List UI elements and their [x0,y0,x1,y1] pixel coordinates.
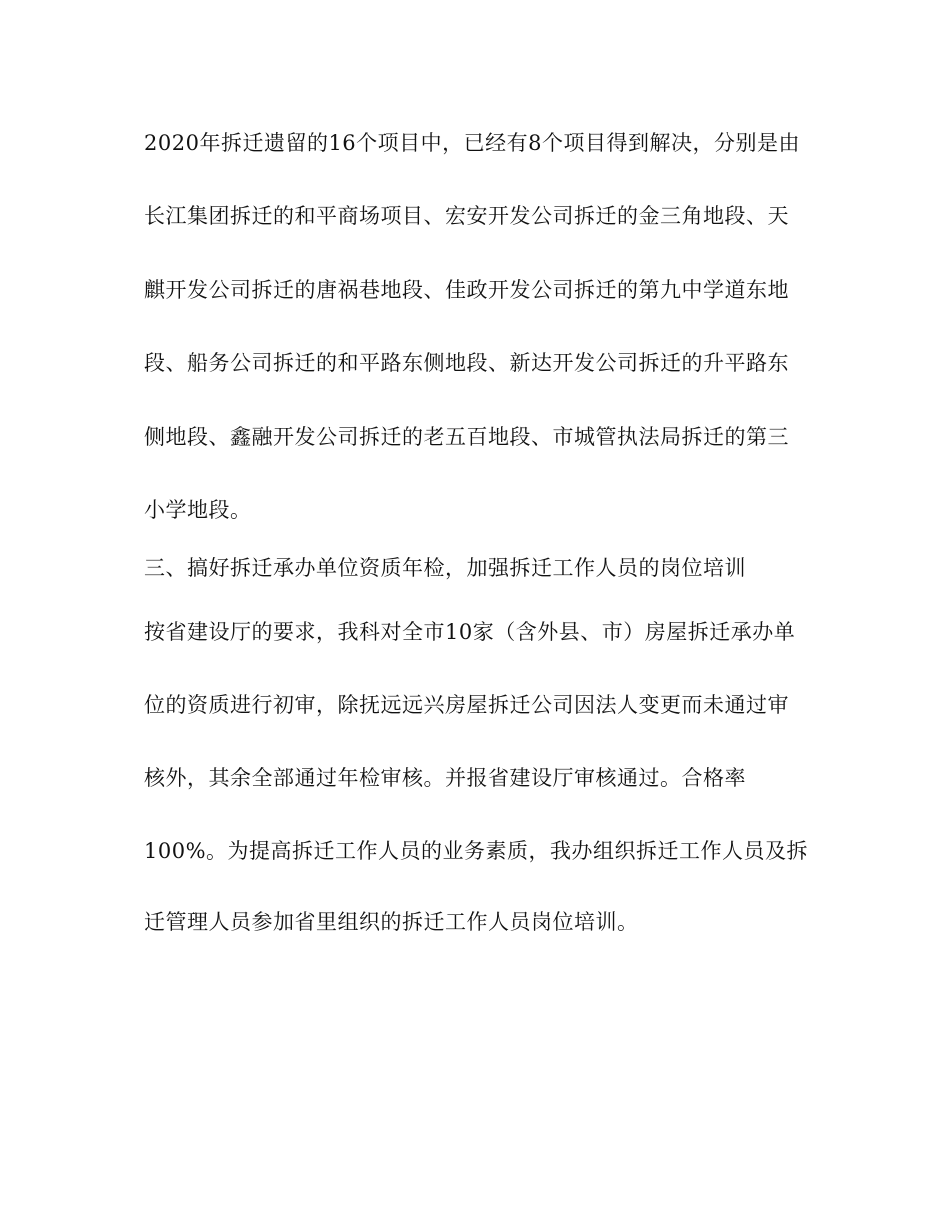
section-heading: 三、搞好拆迁承办单位资质年检，加强拆迁工作人员的岗位培训 [144,556,746,580]
paragraph-line-2: 长江集团拆迁的和平商场项目、宏安开发公司拆迁的金三角地段、天 [144,204,789,228]
paragraph-line-9: 核外，其余全部通过年检审核。并报省建设厅审核通过。合格率 [144,766,746,790]
paragraph-line-7: 按省建设厅的要求，我科对全市10家（含外县、市）房屋拆迁承办单 [144,620,796,644]
paragraph-line-10: 100%。为提高拆迁工作人员的业务素质，我办组织拆迁工作人员及拆 [144,839,809,863]
paragraph-line-8: 位的资质进行初审，除抚远远兴房屋拆迁公司因法人变更而未通过审 [144,693,789,717]
paragraph-line-1: 2020年拆迁遗留的16个项目中，已经有8个项目得到解决，分别是由 [144,131,801,155]
paragraph-line-4: 段、船务公司拆迁的和平路东侧地段、新达开发公司拆迁的升平路东 [144,351,789,375]
paragraph-line-3: 麒开发公司拆迁的唐祸巷地段、佳政开发公司拆迁的第九中学道东地 [144,278,789,302]
paragraph-line-6: 小学地段。 [144,498,252,522]
paragraph-line-11: 迁管理人员参加省里组织的拆迁工作人员岗位培训。 [144,910,639,934]
paragraph-line-5: 侧地段、鑫融开发公司拆迁的老五百地段、市城管执法局拆迁的第三 [144,425,789,449]
